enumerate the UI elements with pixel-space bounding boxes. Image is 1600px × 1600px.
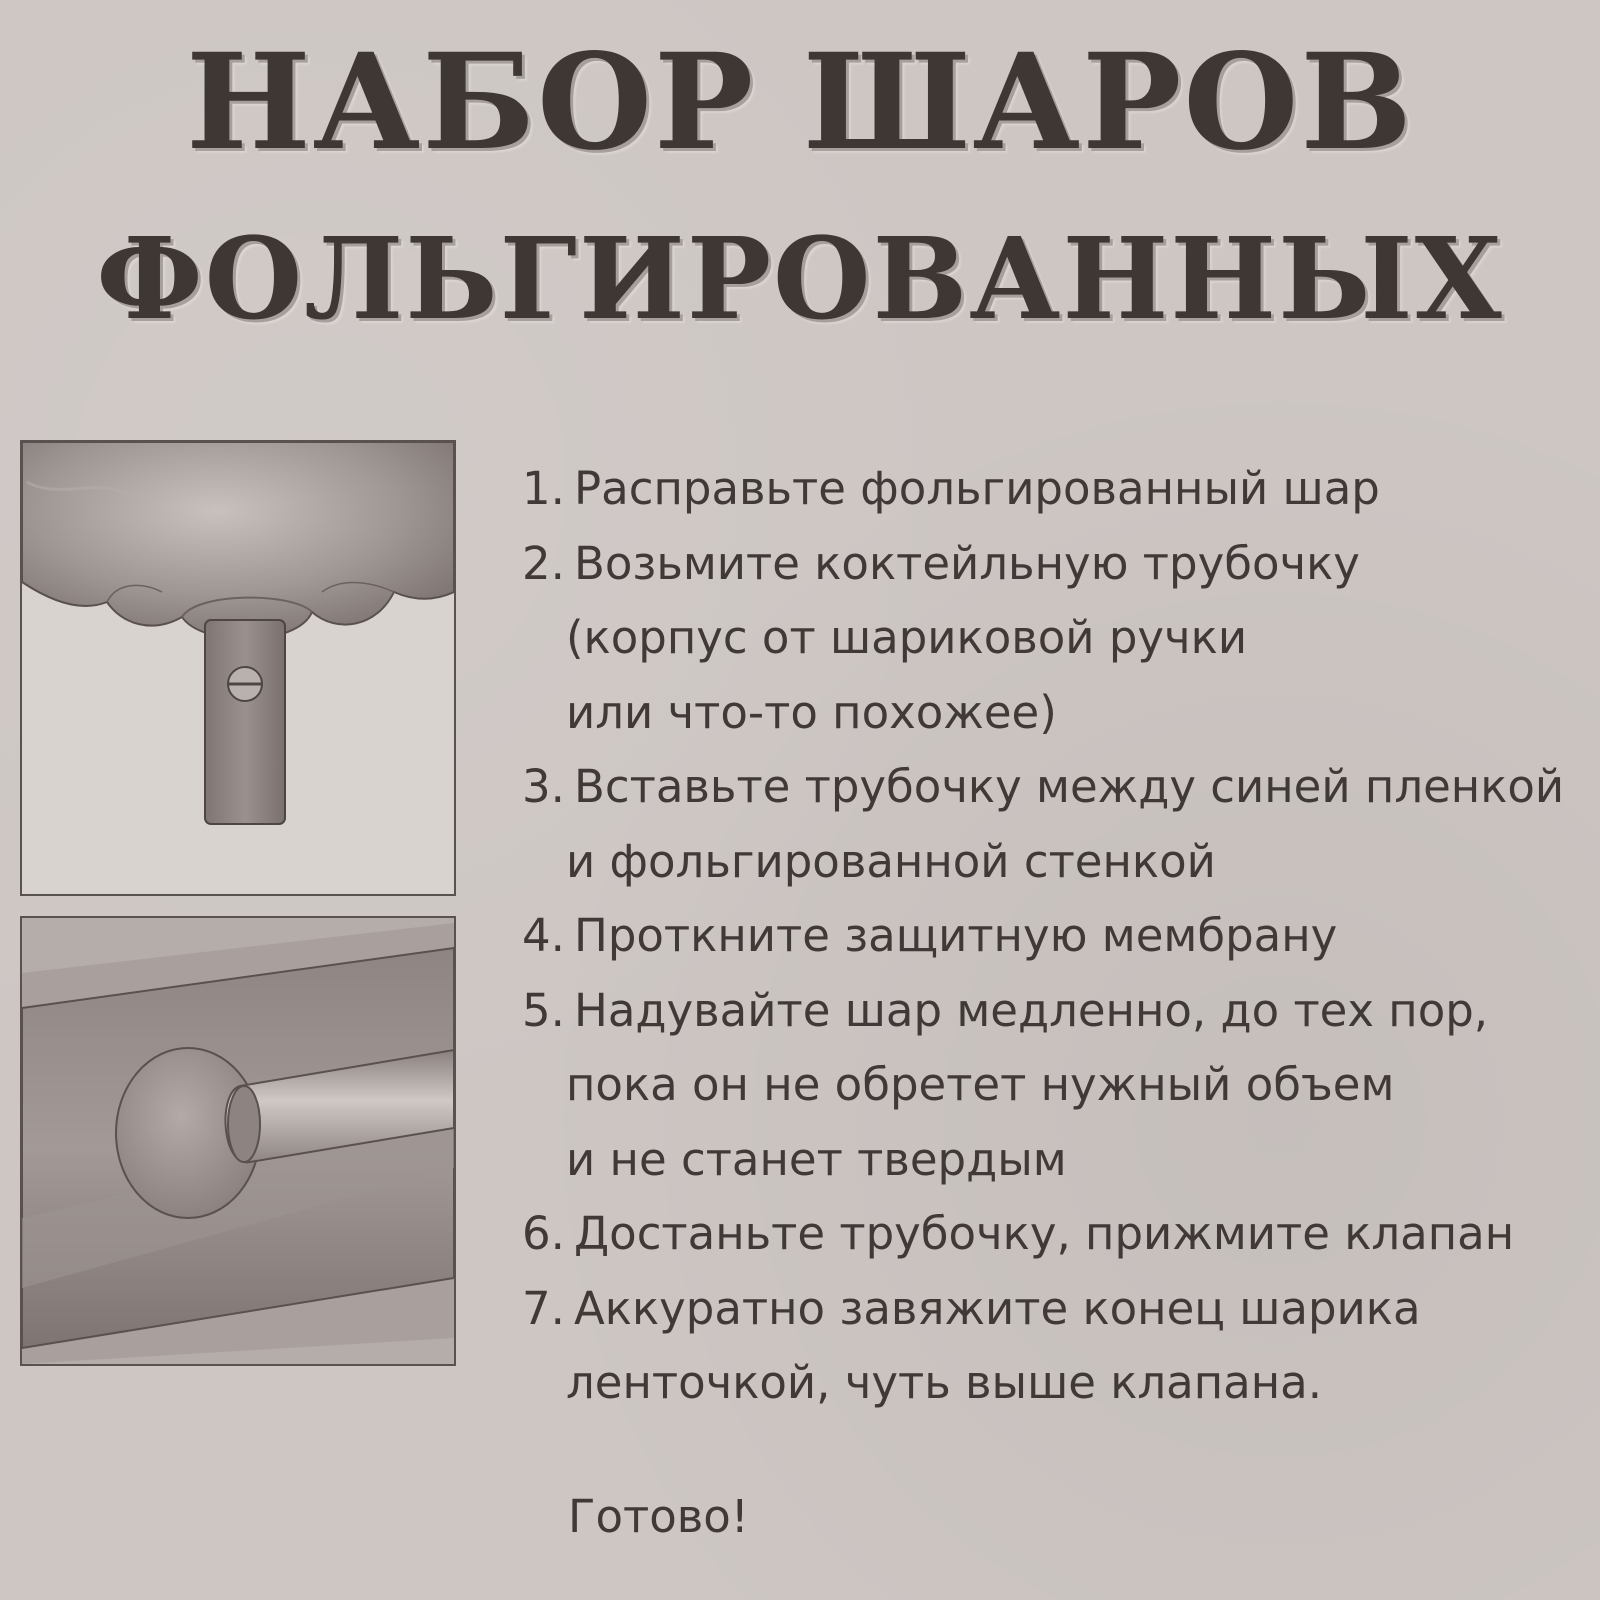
step-3-line-2: и фольгированной стенкой — [566, 834, 1216, 888]
step-6 — [522, 1197, 1582, 1272]
step-text: Возьмите коктейльную трубочку — [574, 536, 1360, 590]
step-2 — [522, 527, 1582, 602]
step-text: Аккуратно завяжите конец шарика — [574, 1281, 1421, 1335]
step-7-line-2: ленточкой, чуть выше клапана. — [566, 1356, 1323, 1409]
step-number: 6. — [522, 1207, 565, 1260]
step-2-line-2: (корпус от шариковой ручки — [566, 611, 1248, 664]
step-5 — [522, 974, 1582, 1049]
step-number: 7. — [522, 1281, 565, 1335]
step-text: Проткните защитную мембрану — [574, 909, 1338, 962]
step-text: Вставьте трубочку между синей пленкой — [574, 760, 1565, 813]
step-text: Достаньте трубочку, прижмите клапан — [574, 1207, 1515, 1260]
step-5-line-3: и не станет твердым — [566, 1132, 1067, 1186]
step-4 — [522, 899, 1582, 974]
step-number: 1. — [522, 462, 565, 515]
straw-in-valve-illustration — [20, 916, 456, 1366]
page-subtitle: ФОЛЬГИРОВАННЫХ — [96, 214, 1504, 345]
step-number: 4. — [522, 909, 565, 962]
step-1 — [522, 452, 1582, 527]
instruction-steps — [522, 452, 1582, 1421]
step-number: 3. — [522, 760, 565, 813]
step-text: Надувайте шар медленно, до тех пор, — [574, 983, 1489, 1037]
step-5-line-2: пока он не обретет нужный объем — [566, 1058, 1395, 1111]
step-number: 5. — [522, 983, 565, 1037]
page-title: НАБОР ШАРОВ — [186, 25, 1414, 180]
step-2-line-3: или что-то похожее) — [566, 685, 1057, 739]
step-number: 2. — [522, 536, 565, 590]
step-7 — [522, 1272, 1582, 1347]
step-3 — [522, 750, 1582, 825]
balloon-valve-illustration — [20, 440, 456, 896]
done-text: Готово! — [568, 1490, 749, 1543]
step-text: Расправьте фольгированный шар — [574, 462, 1380, 515]
